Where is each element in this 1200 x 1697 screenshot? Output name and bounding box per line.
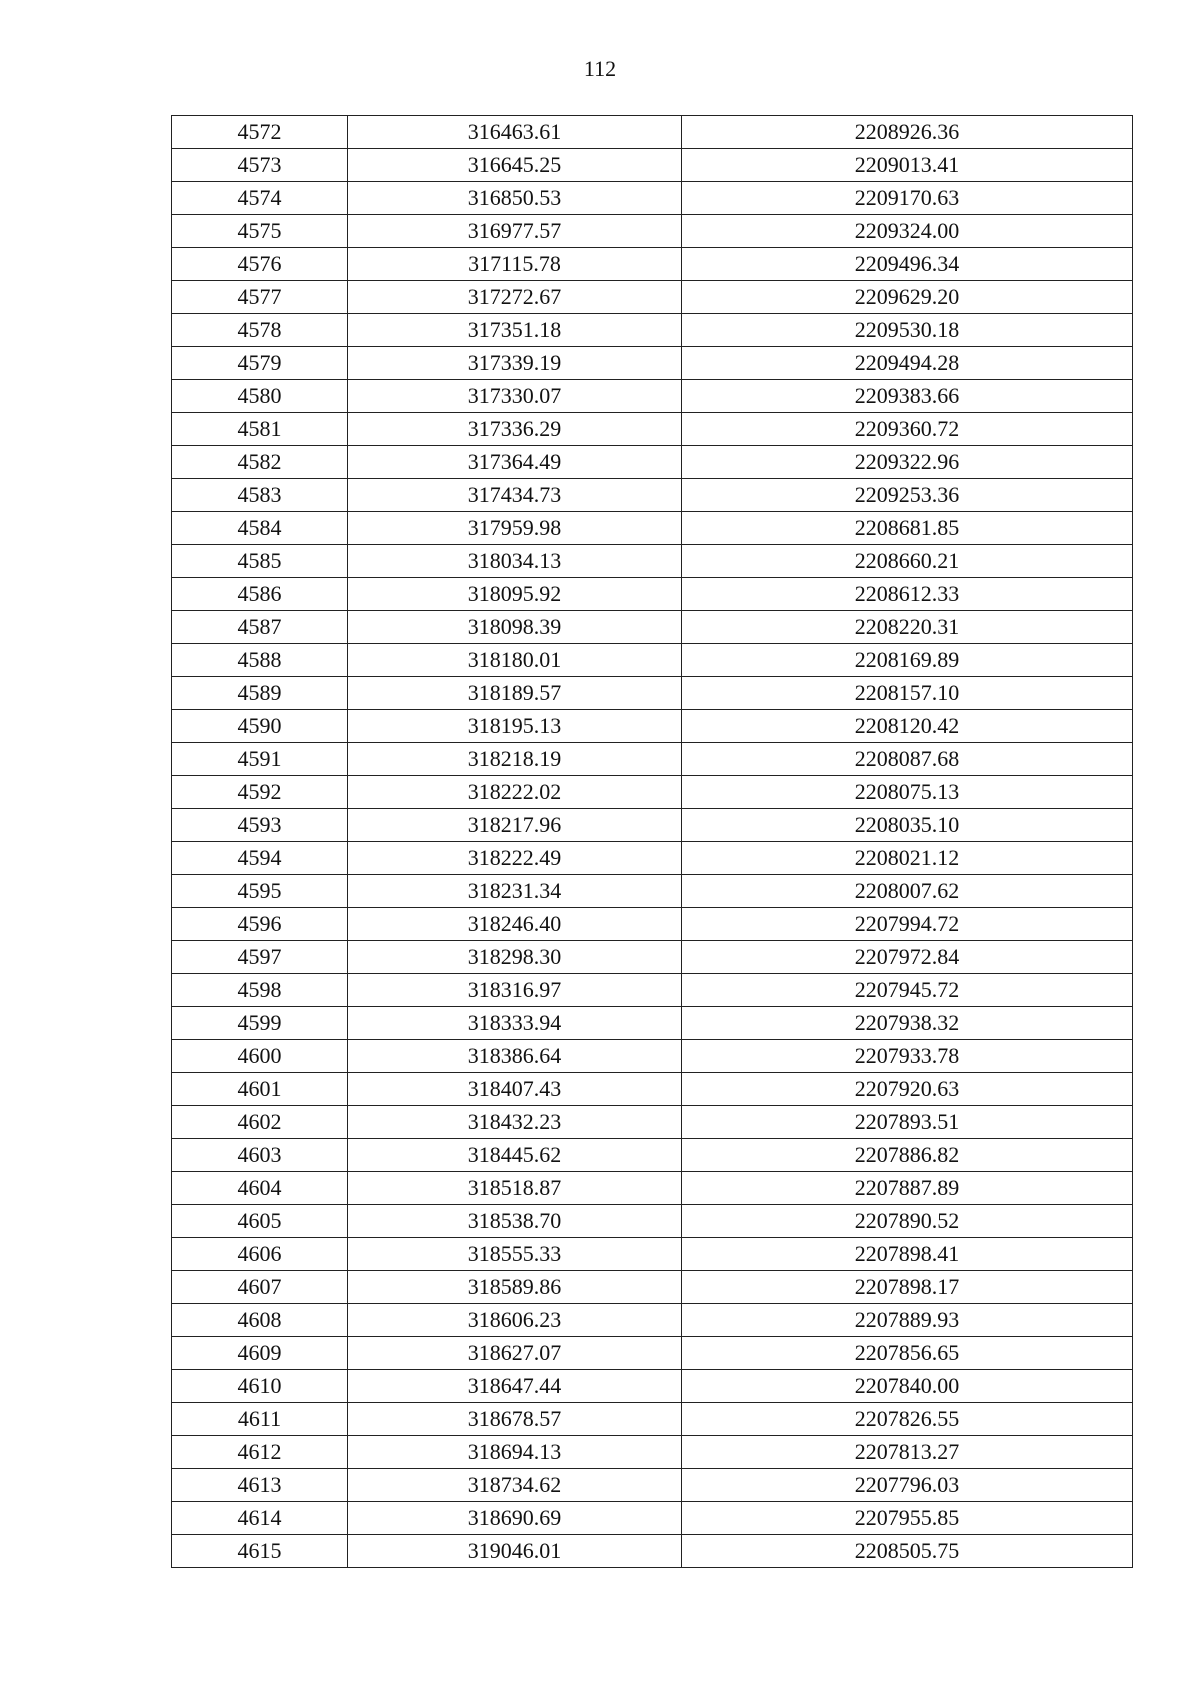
- x-coordinate-cell: 318690.69: [348, 1502, 682, 1535]
- y-coordinate-cell: 2209013.41: [682, 149, 1133, 182]
- y-coordinate-cell: 2209324.00: [682, 215, 1133, 248]
- table-row: [172, 380, 1133, 413]
- x-coordinate-cell: 318189.57: [348, 677, 682, 710]
- y-coordinate-cell: 2208681.85: [682, 512, 1133, 545]
- x-coordinate-cell: 317351.18: [348, 314, 682, 347]
- y-coordinate-cell: 2207898.41: [682, 1238, 1133, 1271]
- x-coordinate-cell: 317434.73: [348, 479, 682, 512]
- point-number-cell: 4615: [172, 1535, 348, 1568]
- table-row: [172, 677, 1133, 710]
- table-row: [172, 1436, 1133, 1469]
- table-row: [172, 1535, 1133, 1568]
- point-number-cell: 4589: [172, 677, 348, 710]
- table-row: [172, 776, 1133, 809]
- x-coordinate-cell: 317336.29: [348, 413, 682, 446]
- point-number-cell: 4614: [172, 1502, 348, 1535]
- x-coordinate-cell: 318627.07: [348, 1337, 682, 1370]
- table-row: [172, 1370, 1133, 1403]
- point-number-cell: 4574: [172, 182, 348, 215]
- table-row: [172, 413, 1133, 446]
- x-coordinate-cell: 318217.96: [348, 809, 682, 842]
- x-coordinate-cell: 318432.23: [348, 1106, 682, 1139]
- y-coordinate-cell: 2207893.51: [682, 1106, 1133, 1139]
- y-coordinate-cell: 2209383.66: [682, 380, 1133, 413]
- table-row: [172, 1073, 1133, 1106]
- y-coordinate-cell: 2207920.63: [682, 1073, 1133, 1106]
- y-coordinate-cell: 2207994.72: [682, 908, 1133, 941]
- x-coordinate-cell: 316463.61: [348, 116, 682, 149]
- x-coordinate-cell: 318694.13: [348, 1436, 682, 1469]
- y-coordinate-cell: 2209530.18: [682, 314, 1133, 347]
- x-coordinate-cell: 318555.33: [348, 1238, 682, 1271]
- point-number-cell: 4575: [172, 215, 348, 248]
- y-coordinate-cell: 2207796.03: [682, 1469, 1133, 1502]
- y-coordinate-cell: 2207938.32: [682, 1007, 1133, 1040]
- point-number-cell: 4599: [172, 1007, 348, 1040]
- x-coordinate-cell: 317115.78: [348, 248, 682, 281]
- x-coordinate-cell: 318734.62: [348, 1469, 682, 1502]
- table-row: [172, 1403, 1133, 1436]
- page-number: 112: [583, 56, 617, 81]
- table-row: [172, 710, 1133, 743]
- x-coordinate-cell: 318333.94: [348, 1007, 682, 1040]
- table-row: [172, 809, 1133, 842]
- x-coordinate-cell: 318518.87: [348, 1172, 682, 1205]
- y-coordinate-cell: 2207856.65: [682, 1337, 1133, 1370]
- x-coordinate-cell: 317364.49: [348, 446, 682, 479]
- x-coordinate-cell: 318589.86: [348, 1271, 682, 1304]
- x-coordinate-cell: 318195.13: [348, 710, 682, 743]
- point-number-cell: 4611: [172, 1403, 348, 1436]
- x-coordinate-cell: 318246.40: [348, 908, 682, 941]
- table-row: [172, 941, 1133, 974]
- x-coordinate-cell: 318034.13: [348, 545, 682, 578]
- table-row: [172, 842, 1133, 875]
- table-row: [172, 1271, 1133, 1304]
- table-row: [172, 1172, 1133, 1205]
- table-row: [172, 314, 1133, 347]
- y-coordinate-cell: 2208157.10: [682, 677, 1133, 710]
- point-number-cell: 4607: [172, 1271, 348, 1304]
- y-coordinate-cell: 2207886.82: [682, 1139, 1133, 1172]
- point-number-cell: 4590: [172, 710, 348, 743]
- y-coordinate-cell: 2208007.62: [682, 875, 1133, 908]
- point-number-cell: 4578: [172, 314, 348, 347]
- point-number-cell: 4588: [172, 644, 348, 677]
- y-coordinate-cell: 2208087.68: [682, 743, 1133, 776]
- table-row: [172, 1106, 1133, 1139]
- y-coordinate-cell: 2207840.00: [682, 1370, 1133, 1403]
- point-number-cell: 4581: [172, 413, 348, 446]
- x-coordinate-cell: 318538.70: [348, 1205, 682, 1238]
- table-row: [172, 908, 1133, 941]
- table-row: [172, 1238, 1133, 1271]
- point-number-cell: 4598: [172, 974, 348, 1007]
- table-row: [172, 1205, 1133, 1238]
- x-coordinate-cell: 318316.97: [348, 974, 682, 1007]
- y-coordinate-cell: 2209496.34: [682, 248, 1133, 281]
- y-coordinate-cell: 2208075.13: [682, 776, 1133, 809]
- x-coordinate-cell: 318606.23: [348, 1304, 682, 1337]
- point-number-cell: 4603: [172, 1139, 348, 1172]
- x-coordinate-cell: 318222.02: [348, 776, 682, 809]
- table-row: [172, 1139, 1133, 1172]
- x-coordinate-cell: 318407.43: [348, 1073, 682, 1106]
- point-number-cell: 4612: [172, 1436, 348, 1469]
- y-coordinate-cell: 2207898.17: [682, 1271, 1133, 1304]
- point-number-cell: 4592: [172, 776, 348, 809]
- point-number-cell: 4580: [172, 380, 348, 413]
- point-number-cell: 4600: [172, 1040, 348, 1073]
- x-coordinate-cell: 317272.67: [348, 281, 682, 314]
- y-coordinate-cell: 2209170.63: [682, 182, 1133, 215]
- x-coordinate-cell: 318222.49: [348, 842, 682, 875]
- x-coordinate-cell: 319046.01: [348, 1535, 682, 1568]
- point-number-cell: 4572: [172, 116, 348, 149]
- y-coordinate-cell: 2207955.85: [682, 1502, 1133, 1535]
- y-coordinate-cell: 2207887.89: [682, 1172, 1133, 1205]
- table-row: [172, 149, 1133, 182]
- point-number-cell: 4584: [172, 512, 348, 545]
- point-number-cell: 4585: [172, 545, 348, 578]
- table-row: [172, 644, 1133, 677]
- point-number-cell: 4613: [172, 1469, 348, 1502]
- x-coordinate-cell: 317330.07: [348, 380, 682, 413]
- point-number-cell: 4602: [172, 1106, 348, 1139]
- point-number-cell: 4601: [172, 1073, 348, 1106]
- x-coordinate-cell: 318386.64: [348, 1040, 682, 1073]
- y-coordinate-cell: 2207813.27: [682, 1436, 1133, 1469]
- table-row: [172, 974, 1133, 1007]
- point-number-cell: 4608: [172, 1304, 348, 1337]
- point-number-cell: 4610: [172, 1370, 348, 1403]
- y-coordinate-cell: 2207945.72: [682, 974, 1133, 1007]
- y-coordinate-cell: 2208505.75: [682, 1535, 1133, 1568]
- table-row: [172, 1469, 1133, 1502]
- point-number-cell: 4587: [172, 611, 348, 644]
- point-number-cell: 4597: [172, 941, 348, 974]
- table-row: [172, 479, 1133, 512]
- y-coordinate-cell: 2207826.55: [682, 1403, 1133, 1436]
- point-number-cell: 4605: [172, 1205, 348, 1238]
- x-coordinate-cell: 316850.53: [348, 182, 682, 215]
- x-coordinate-cell: 318098.39: [348, 611, 682, 644]
- x-coordinate-cell: 317339.19: [348, 347, 682, 380]
- table-row: [172, 281, 1133, 314]
- point-number-cell: 4583: [172, 479, 348, 512]
- y-coordinate-cell: 2207889.93: [682, 1304, 1133, 1337]
- y-coordinate-cell: 2209629.20: [682, 281, 1133, 314]
- y-coordinate-cell: 2207972.84: [682, 941, 1133, 974]
- y-coordinate-cell: 2208169.89: [682, 644, 1133, 677]
- x-coordinate-cell: 317959.98: [348, 512, 682, 545]
- table-row: [172, 182, 1133, 215]
- point-number-cell: 4595: [172, 875, 348, 908]
- point-number-cell: 4577: [172, 281, 348, 314]
- coordinates-table-body: [172, 116, 1133, 1568]
- x-coordinate-cell: 316977.57: [348, 215, 682, 248]
- table-row: [172, 743, 1133, 776]
- table-row: [172, 578, 1133, 611]
- y-coordinate-cell: 2208021.12: [682, 842, 1133, 875]
- y-coordinate-cell: 2209322.96: [682, 446, 1133, 479]
- y-coordinate-cell: 2208035.10: [682, 809, 1133, 842]
- y-coordinate-cell: 2207890.52: [682, 1205, 1133, 1238]
- table-row: [172, 215, 1133, 248]
- coordinates-table: [171, 115, 1133, 1568]
- table-row: [172, 116, 1133, 149]
- point-number-cell: 4596: [172, 908, 348, 941]
- point-number-cell: 4594: [172, 842, 348, 875]
- y-coordinate-cell: 2208926.36: [682, 116, 1133, 149]
- x-coordinate-cell: 318445.62: [348, 1139, 682, 1172]
- table-row: [172, 1337, 1133, 1370]
- table-row: [172, 1304, 1133, 1337]
- table-row: [172, 446, 1133, 479]
- point-number-cell: 4579: [172, 347, 348, 380]
- point-number-cell: 4593: [172, 809, 348, 842]
- point-number-cell: 4573: [172, 149, 348, 182]
- point-number-cell: 4576: [172, 248, 348, 281]
- y-coordinate-cell: 2208120.42: [682, 710, 1133, 743]
- x-coordinate-cell: 318678.57: [348, 1403, 682, 1436]
- point-number-cell: 4586: [172, 578, 348, 611]
- y-coordinate-cell: 2209360.72: [682, 413, 1133, 446]
- y-coordinate-cell: 2208660.21: [682, 545, 1133, 578]
- x-coordinate-cell: 318647.44: [348, 1370, 682, 1403]
- table-row: [172, 347, 1133, 380]
- point-number-cell: 4604: [172, 1172, 348, 1205]
- table-row: [172, 611, 1133, 644]
- x-coordinate-cell: 318298.30: [348, 941, 682, 974]
- y-coordinate-cell: 2208220.31: [682, 611, 1133, 644]
- point-number-cell: 4606: [172, 1238, 348, 1271]
- table-row: [172, 248, 1133, 281]
- x-coordinate-cell: 318218.19: [348, 743, 682, 776]
- y-coordinate-cell: 2209253.36: [682, 479, 1133, 512]
- x-coordinate-cell: 318095.92: [348, 578, 682, 611]
- table-row: [172, 875, 1133, 908]
- y-coordinate-cell: 2209494.28: [682, 347, 1133, 380]
- y-coordinate-cell: 2208612.33: [682, 578, 1133, 611]
- x-coordinate-cell: 318180.01: [348, 644, 682, 677]
- x-coordinate-cell: 316645.25: [348, 149, 682, 182]
- table-row: [172, 545, 1133, 578]
- point-number-cell: 4609: [172, 1337, 348, 1370]
- point-number-cell: 4582: [172, 446, 348, 479]
- table-row: [172, 1502, 1133, 1535]
- x-coordinate-cell: 318231.34: [348, 875, 682, 908]
- y-coordinate-cell: 2207933.78: [682, 1040, 1133, 1073]
- point-number-cell: 4591: [172, 743, 348, 776]
- table-row: [172, 1040, 1133, 1073]
- table-row: [172, 1007, 1133, 1040]
- table-row: [172, 512, 1133, 545]
